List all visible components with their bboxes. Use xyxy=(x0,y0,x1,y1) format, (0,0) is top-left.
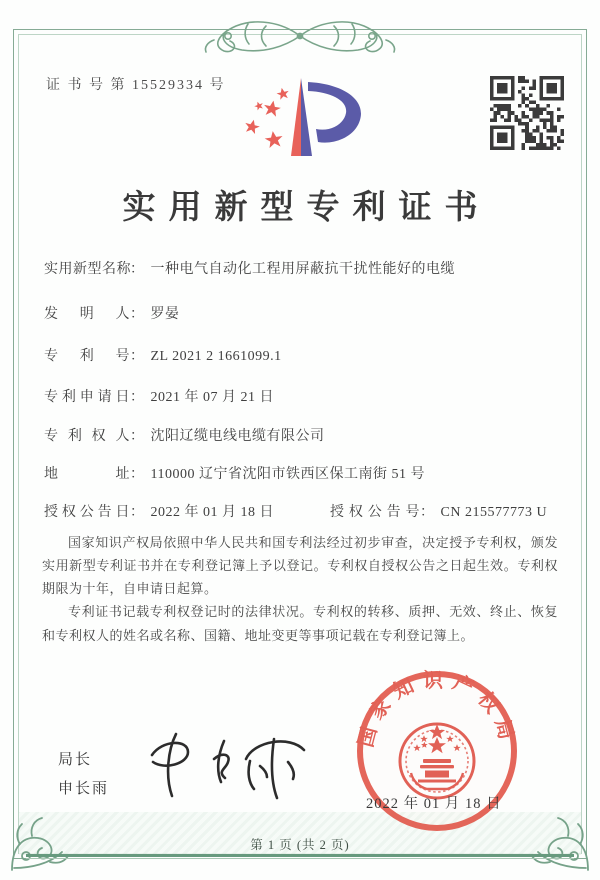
field-label: 地址 xyxy=(44,467,130,482)
field-label: 授权公告日 xyxy=(44,505,130,520)
field-value: 2021 年 07 月 21 日 xyxy=(150,390,274,405)
field-value: 110000 辽宁省沈阳市铁西区保工南街 51 号 xyxy=(150,467,425,482)
field-value: ZL 2021 2 1661099.1 xyxy=(150,349,282,364)
field-row-filing-date xyxy=(44,386,274,406)
field-row-grant xyxy=(44,501,580,521)
field-label: 专利号 xyxy=(44,349,130,364)
field-row-patent-number xyxy=(44,345,282,365)
director-signature-icon xyxy=(138,728,318,813)
certificate-title: 实用新型专利证书 xyxy=(122,190,491,226)
cnipa-logo-icon xyxy=(228,72,378,167)
field-value: CN 215577773 U xyxy=(440,505,548,520)
field-colon: ： xyxy=(130,390,145,405)
field-colon: ： xyxy=(130,262,145,277)
page-number: 第 1 页 (共 2 页) xyxy=(250,838,350,852)
field-colon: ： xyxy=(130,505,145,520)
field-grant-number xyxy=(330,501,547,521)
bottom-rule-thin xyxy=(26,858,574,859)
director-title: 局长 xyxy=(58,752,93,768)
field-colon: ： xyxy=(420,505,435,520)
legal-paragraph-1: 国家知识产权局依照中华人民共和国专利法经过初步审查，决定授予专利权，颁发实用新型专利证书并在专利登记簿上予以登记。专利权自授权公告之日起生效。专利权期限为十年，自申请日起算。 xyxy=(42,535,558,597)
field-row-address xyxy=(44,463,425,483)
bottom-rule-thick xyxy=(26,854,574,857)
field-label: 专利申请日 xyxy=(44,390,130,405)
seal-text: 国家知识产权局 xyxy=(355,669,519,750)
field-colon: ： xyxy=(130,429,145,444)
certificate-number: 证 书 号 第 15529334 号 xyxy=(46,78,226,93)
field-value: 2022 年 01 月 18 日 xyxy=(150,505,274,520)
field-colon: ： xyxy=(130,467,145,482)
field-value: 罗晏 xyxy=(150,307,180,322)
field-label: 实用新型名称 xyxy=(44,262,131,277)
field-value: 沈阳辽缆电线电缆有限公司 xyxy=(150,429,325,444)
field-colon: ： xyxy=(130,307,145,322)
field-row-patentee xyxy=(44,425,325,445)
field-colon: ： xyxy=(130,349,145,364)
field-label: 发明人 xyxy=(44,307,130,322)
director-block xyxy=(58,746,109,803)
field-row-utility-model-name xyxy=(44,258,455,278)
legal-paragraph-2: 专利证书记载专利权登记时的法律状况。专利权的转移、质押、无效、终止、恢复和专利权人的姓名或名称、国籍、地址变更等事项记载在专利登记簿上。 xyxy=(42,604,558,643)
field-value: 一种电气自动化工程用屏蔽抗干扰性能好的电缆 xyxy=(150,262,455,277)
seal-date: 2022 年 01 月 18 日 xyxy=(366,796,502,812)
legal-text-block xyxy=(42,531,558,647)
field-row-inventor xyxy=(44,303,180,323)
director-name: 申长雨 xyxy=(58,780,110,797)
field-label: 授权公告号 xyxy=(330,505,420,520)
floral-ornament-top-icon xyxy=(170,14,430,60)
qr-code xyxy=(490,76,564,150)
field-label: 专利权人 xyxy=(44,429,130,444)
